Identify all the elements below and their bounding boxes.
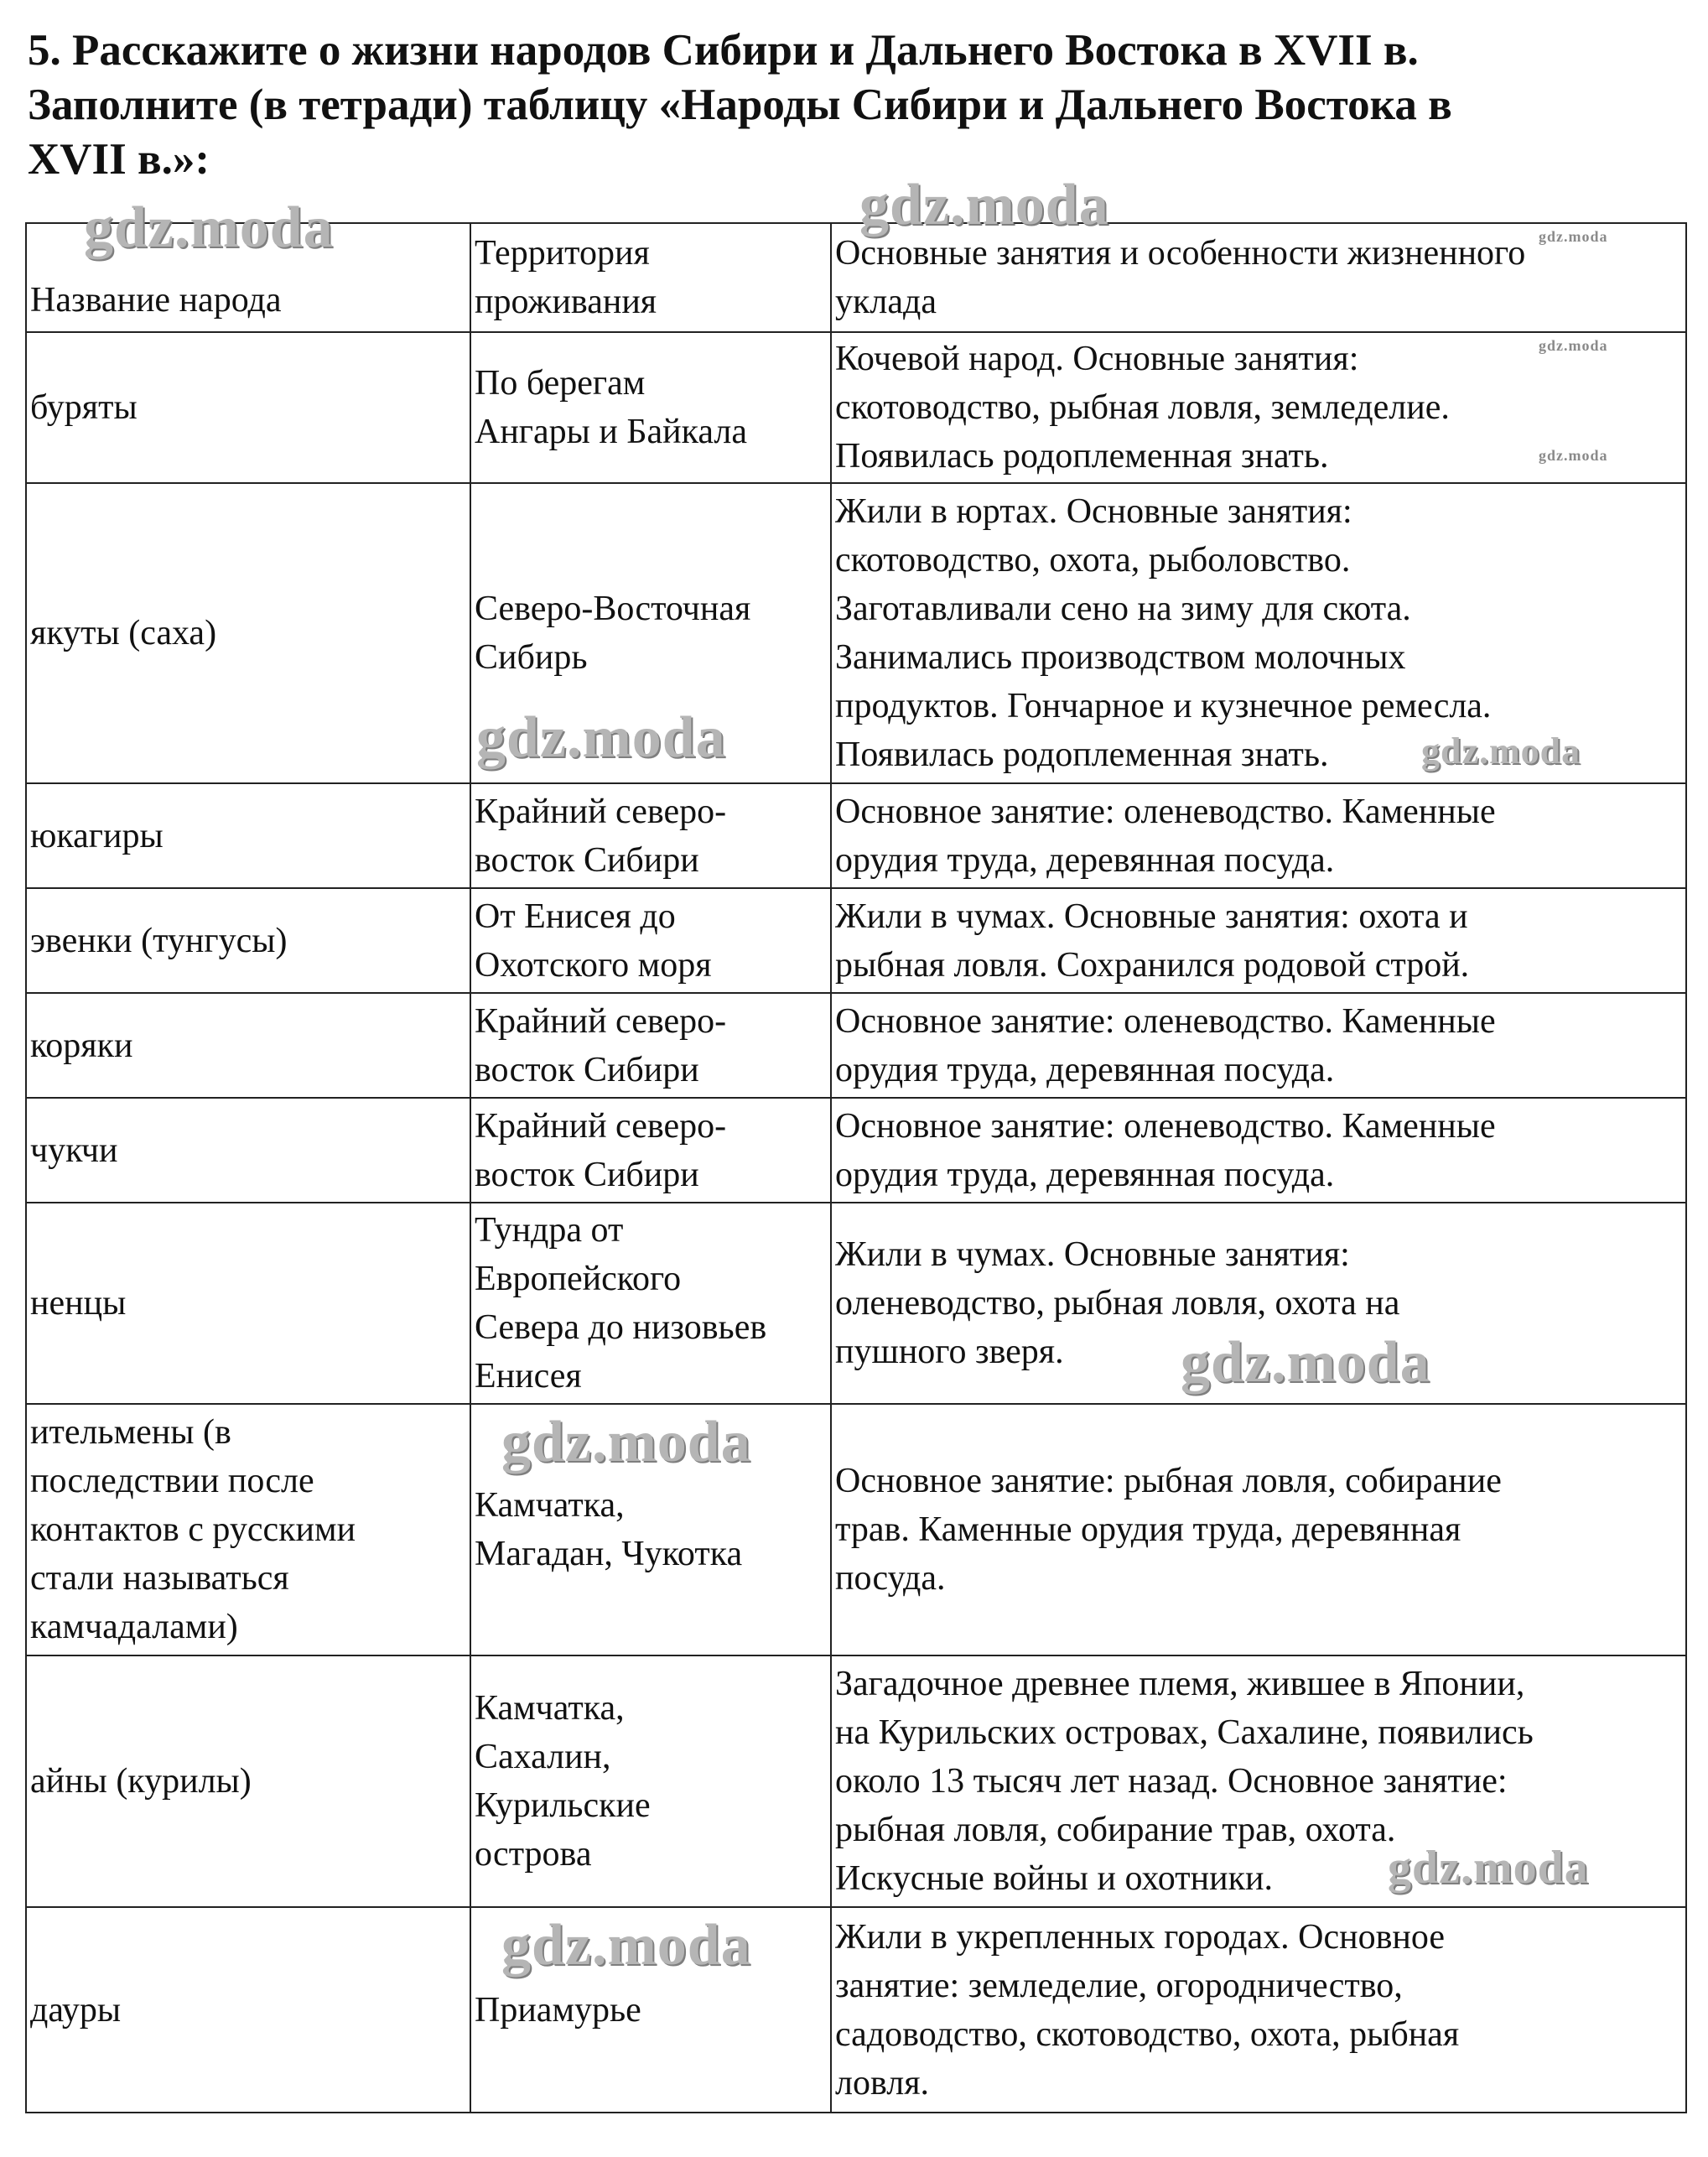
cell-text-line: Жили в укрепленных городах. Основное (835, 1917, 1446, 1957)
cell-text-line: айны (курилы) (30, 1762, 252, 1801)
cell-text-line: продуктов. Гончарное и кузнечное ремесла. (835, 687, 1492, 725)
cell-text-line: Появилась родоплеменная знать. (835, 735, 1329, 774)
cell-text-line: Камчатка, (475, 1486, 625, 1525)
watermark: gdz.moda (1539, 228, 1608, 245)
table-row (26, 1203, 1686, 1404)
cell-people-name (26, 1404, 470, 1655)
cell-text-line: уклада (835, 283, 937, 321)
cell-territory (470, 1907, 831, 2113)
cell-text-line: эвенки (тунгусы) (30, 921, 288, 960)
watermark: gdz.moda (1181, 1330, 1430, 1395)
table-row (26, 993, 1686, 1098)
cell-territory (470, 483, 831, 783)
cell-text-line: последствии после (30, 1462, 314, 1500)
cell-territory (470, 332, 831, 483)
cell-text-line: рыбная ловля. Сохранился родовой строй. (835, 945, 1470, 985)
header-territory (470, 223, 831, 332)
cell-text-line: трав. Каменные орудия труда, деревянная (835, 1510, 1461, 1549)
cell-text-line: Енисея (475, 1357, 582, 1396)
cell-text-line: занятие: земледелие, огородничество, (835, 1966, 1403, 2005)
cell-text-line: Камчатка, (475, 1689, 625, 1728)
cell-territory (470, 1098, 831, 1203)
cell-occupation (831, 1907, 1686, 2113)
watermark: gdz.moda (1388, 1842, 1589, 1894)
cell-occupation (831, 332, 1686, 483)
cell-text-line: садоводство, скотоводство, охота, рыбная (835, 2014, 1460, 2054)
cell-occupation (831, 993, 1686, 1098)
cell-text-line: оленеводство, рыбная ловля, охота на (835, 1284, 1400, 1323)
cell-text-line: Сибирь (475, 638, 588, 677)
watermark: gdz.moda (84, 195, 334, 260)
peoples-table (25, 222, 1687, 2113)
cell-text-line: восток Сибири (475, 1050, 699, 1089)
task-heading-line: XVII в.»: (28, 135, 210, 184)
cell-text-line: Появилась родоплеменная знать. (835, 437, 1329, 476)
cell-text-line: Название народа (30, 281, 282, 320)
cell-text-line: якуты (саха) (30, 614, 217, 652)
cell-text-line: Основное занятие: рыбная ловля, собирание (835, 1462, 1502, 1500)
task-heading-line: Заполните (в тетради) таблицу «Народы Сибири и Дальнего Востока в (28, 81, 1452, 129)
cell-text-line: Основное занятие: оленеводство. Каменные (835, 1106, 1496, 1146)
cell-text-line: проживания (475, 283, 657, 321)
cell-text-line: Охотского моря (475, 945, 712, 985)
cell-text-line: Крайний северо- (475, 1001, 727, 1041)
cell-territory (470, 888, 831, 993)
cell-text-line: восток Сибири (475, 840, 699, 880)
cell-text-line: Кочевой народ. Основные занятия: (835, 340, 1359, 378)
cell-text-line: ловля. (835, 2063, 930, 2102)
cell-people-name (26, 1098, 470, 1203)
watermark: gdz.moda (476, 705, 726, 770)
cell-text-line: восток Сибири (475, 1155, 699, 1194)
cell-occupation (831, 888, 1686, 993)
watermark: gdz.moda (1539, 337, 1608, 354)
header-name (26, 223, 470, 332)
watermark: gdz.moda (859, 173, 1109, 237)
table-row (26, 332, 1686, 483)
peoples-table-body (26, 223, 1686, 2113)
cell-text-line: Заготавливали сено на зиму для скота. (835, 590, 1411, 628)
cell-text-line: стали называться (30, 1559, 289, 1598)
cell-text-line: орудия труда, деревянная посуда. (835, 1155, 1335, 1194)
cell-text-line: ненцы (30, 1284, 127, 1323)
cell-occupation (831, 783, 1686, 888)
table-row (26, 1907, 1686, 2113)
cell-text-line: По берегам (475, 364, 646, 403)
cell-text-line: Занимались производством молочных (835, 638, 1406, 677)
task-heading-line: 5. Расскажите о жизни народов Сибири и Дальнего Востока в XVII в. (28, 26, 1419, 75)
cell-text-line: Ангары и Байкала (475, 413, 747, 451)
cell-text-line: От Енисея до (475, 897, 676, 936)
cell-text-line: Европейского (475, 1260, 682, 1298)
table-row (26, 888, 1686, 993)
watermark: gdz.moda (1539, 447, 1608, 464)
cell-territory (470, 1203, 831, 1404)
cell-text-line: Крайний северо- (475, 792, 727, 831)
cell-text-line: контактов с русскими (30, 1510, 356, 1549)
cell-text-line: орудия труда, деревянная посуда. (835, 1050, 1335, 1089)
task-heading (28, 23, 1671, 187)
cell-text-line: Курильские (475, 1786, 651, 1825)
cell-text-line: около 13 тысяч лет назад. Основное занятие: (835, 1762, 1508, 1801)
table-row (26, 1098, 1686, 1203)
cell-people-name (26, 1907, 470, 2113)
cell-text-line: Жили в юртах. Основные занятия: (835, 492, 1352, 531)
cell-occupation (831, 1098, 1686, 1203)
cell-text-line: рыбная ловля, собирание трав, охота. (835, 1811, 1396, 1849)
cell-people-name (26, 332, 470, 483)
cell-text-line: Искусные войны и охотники. (835, 1859, 1273, 1898)
table-header-row (26, 223, 1686, 332)
cell-text-line: Загадочное древнее племя, жившее в Японии, (835, 1665, 1525, 1703)
cell-people-name (26, 783, 470, 888)
cell-occupation (831, 1203, 1686, 1404)
cell-people-name (26, 888, 470, 993)
cell-text-line: на Курильских островах, Сахалине, появились (835, 1713, 1534, 1752)
cell-text-line: камчадалами) (30, 1608, 238, 1646)
cell-text-line: пушного зверя. (835, 1333, 1064, 1371)
cell-people-name (26, 1655, 470, 1907)
cell-occupation (831, 483, 1686, 783)
cell-text-line: Сахалин, (475, 1738, 611, 1776)
cell-text-line: Севера до низовьев (475, 1308, 767, 1347)
cell-text-line: Тундра от (475, 1211, 624, 1250)
cell-text-line: юкагиры (30, 816, 164, 855)
watermark: gdz.moda (501, 1410, 751, 1474)
cell-people-name (26, 483, 470, 783)
cell-people-name (26, 993, 470, 1098)
cell-text-line: Жили в чумах. Основные занятия: (835, 1235, 1350, 1274)
cell-text-line: Жили в чумах. Основные занятия: охота и (835, 897, 1468, 936)
cell-text-line: посуда. (835, 1559, 946, 1598)
cell-text-line: буряты (30, 388, 138, 427)
cell-territory (470, 993, 831, 1098)
table-row (26, 483, 1686, 783)
cell-territory (470, 1404, 831, 1655)
cell-people-name (26, 1203, 470, 1404)
cell-occupation (831, 1655, 1686, 1907)
cell-text-line: Территория (475, 234, 650, 273)
watermark: gdz.moda (1421, 730, 1581, 772)
cell-text-line: ительмены (в (30, 1413, 231, 1452)
cell-text-line: Крайний северо- (475, 1106, 727, 1146)
cell-territory (470, 1655, 831, 1907)
cell-text-line: орудия труда, деревянная посуда. (835, 840, 1335, 880)
cell-text-line: Северо-Восточная (475, 590, 751, 628)
cell-occupation (831, 1404, 1686, 1655)
table-row (26, 1655, 1686, 1907)
cell-text-line: дауры (30, 1990, 122, 2030)
cell-text-line: острова (475, 1835, 592, 1874)
cell-text-line: скотоводство, рыбная ловля, земледелие. (835, 388, 1450, 427)
cell-text-line: Основные занятия и особенности жизненного (835, 234, 1526, 273)
cell-text-line: скотоводство, охота, рыболовство. (835, 541, 1351, 580)
cell-text-line: Приамурье (475, 1990, 641, 2030)
header-occupation (831, 223, 1686, 332)
table-row (26, 783, 1686, 888)
cell-text-line: Основное занятие: оленеводство. Каменные (835, 792, 1496, 831)
cell-text-line: чукчи (30, 1130, 118, 1170)
cell-territory (470, 783, 831, 888)
cell-text-line: Основное занятие: оленеводство. Каменные (835, 1001, 1496, 1041)
cell-text-line: Магадан, Чукотка (475, 1535, 743, 1573)
table-row (26, 1404, 1686, 1655)
watermark: gdz.moda (501, 1913, 751, 1978)
cell-text-line: коряки (30, 1026, 133, 1065)
